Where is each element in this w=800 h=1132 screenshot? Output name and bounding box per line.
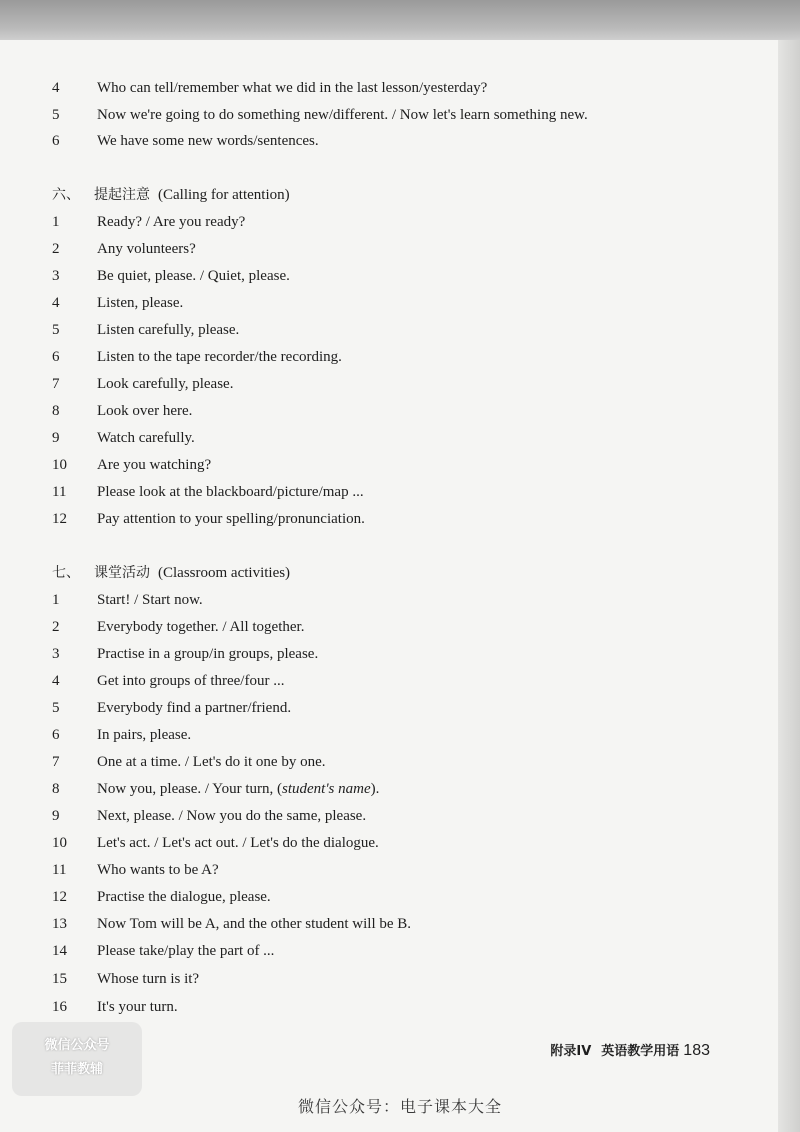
item-text: Any volunteers? [97,241,196,257]
item-number: 4 [52,673,60,689]
section-heading [52,560,290,587]
list-item [0,722,740,749]
item-text: Next, please. / Now you do the same, please. [97,808,367,824]
item-text: Listen carefully, please. [97,322,240,338]
stamp-line-2: 菲菲教辅 [50,1062,103,1077]
item-text [97,776,379,803]
list-item [0,668,740,695]
item-number: 4 [52,295,60,311]
list-item [0,938,740,965]
item-number: 9 [52,430,60,446]
item-text: Listen, please. [97,295,184,311]
page-number: 183 [683,1042,710,1059]
item-number: 7 [52,376,60,392]
item-text: Listen to the tape recorder/the recording. [97,349,342,365]
item-number: 10 [52,835,67,851]
item-text: Please take/play the part of ... [97,943,275,959]
item-number: 11 [52,862,67,878]
item-number: 3 [52,268,60,284]
list-item [0,803,740,830]
item-text: Get into groups of three/four ... [97,673,285,689]
watermark-bottom: 微信公众号：电子课本大全 [297,1097,502,1116]
item-number: 6 [52,349,60,365]
item-text: Please look at the blackboard/picture/map ... [97,484,364,500]
list-item [0,263,740,290]
item-text: Now Tom will be A, and the other student will be B. [97,916,412,932]
item-number: 8 [52,781,60,797]
item-text: Be quiet, please. / Quiet, please. [97,268,290,284]
section-title-en: (Calling for attention) [158,187,290,203]
item-number: 6 [52,727,60,743]
item-text: Who can tell/remember what we did in the last lesson/yesterday? [97,80,488,96]
list-item [0,128,740,155]
item-number: 15 [52,971,67,987]
item-text: We have some new words/sentences. [97,133,319,149]
footer-appendix: 附录IV [550,1044,592,1059]
item-text: Practise the dialogue, please. [97,889,271,905]
item-number: 12 [52,511,67,527]
item-number: 16 [52,999,67,1015]
item-number: 2 [52,241,60,257]
list-item [0,614,740,641]
section-number: 六、 [52,187,80,203]
list-item [0,966,740,993]
item-number: 9 [52,808,60,824]
page-footer [470,1037,710,1065]
item-text: Look over here. [97,403,193,419]
list-item [0,290,740,317]
item-number: 1 [52,214,60,230]
section-title-zh: 课堂活动 [94,565,150,581]
item-number: 3 [52,646,60,662]
list-item [0,587,740,614]
section-title-en: (Classroom activities) [158,565,291,581]
list-item [0,452,740,479]
item-number: 11 [52,484,67,500]
item-text: Pay attention to your spelling/pronunciation. [97,511,365,527]
list-item [0,425,740,452]
item-number: 1 [52,592,60,608]
item-number: 12 [52,889,67,905]
item-number: 10 [52,457,67,473]
item-text: Ready? / Are you ready? [97,214,246,230]
list-item [0,479,740,506]
item-number: 2 [52,619,60,635]
item-number: 5 [52,107,60,123]
list-item [0,857,740,884]
list-item [0,209,740,236]
list-item [0,884,740,911]
item-text: Whose turn is it? [97,971,200,987]
item-text: Everybody together. / All together. [97,619,305,635]
item-text: Look carefully, please. [97,376,234,392]
list-item [0,317,740,344]
list-item [0,830,740,857]
item-number: 13 [52,916,67,932]
item-text: It's your turn. [97,999,178,1015]
item-text: Who wants to be A? [97,862,219,878]
section-heading [52,182,290,209]
item-number: 5 [52,700,60,716]
item-number: 5 [52,322,60,338]
list-item [0,776,740,803]
footer-title: 英语教学用语 [601,1044,680,1059]
item-text: Watch carefully. [97,430,195,446]
item-text: Let's act. / Let's act out. / Let's do the dialogue. [97,835,379,851]
list-item [0,398,740,425]
list-item [0,749,740,776]
list-item [0,102,740,129]
list-item [0,911,740,938]
item-number: 4 [52,80,60,96]
item-text: Everybody find a partner/friend. [97,700,292,716]
section-number: 七、 [52,565,80,581]
page-edge [778,40,800,1132]
list-item [0,371,740,398]
item-text: Start! / Start now. [97,592,203,608]
list-item [0,994,740,1021]
item-text: Now we're going to do something new/different. / Now let's learn something new. [97,107,588,123]
item-text-italic: student's name [282,781,371,797]
list-item [0,641,740,668]
item-text-part: ). [370,781,380,797]
item-text-part: Now you, please. / Your turn, ( [97,781,282,797]
section-title-zh: 提起注意 [94,187,150,203]
item-number: 14 [52,943,67,959]
item-number: 6 [52,133,60,149]
list-item [0,75,740,102]
list-item [0,506,740,533]
stamp-line-1: 微信公众号 [44,1038,110,1053]
item-text: Practise in a group/in groups, please. [97,646,319,662]
list-item [0,236,740,263]
item-text: One at a time. / Let's do it one by one. [97,754,326,770]
item-text: In pairs, please. [97,727,192,743]
watermark-stamp [12,1022,142,1096]
item-number: 8 [52,403,60,419]
list-item [0,344,740,371]
list-item [0,695,740,722]
item-number: 7 [52,754,60,770]
item-text: Are you watching? [97,457,212,473]
